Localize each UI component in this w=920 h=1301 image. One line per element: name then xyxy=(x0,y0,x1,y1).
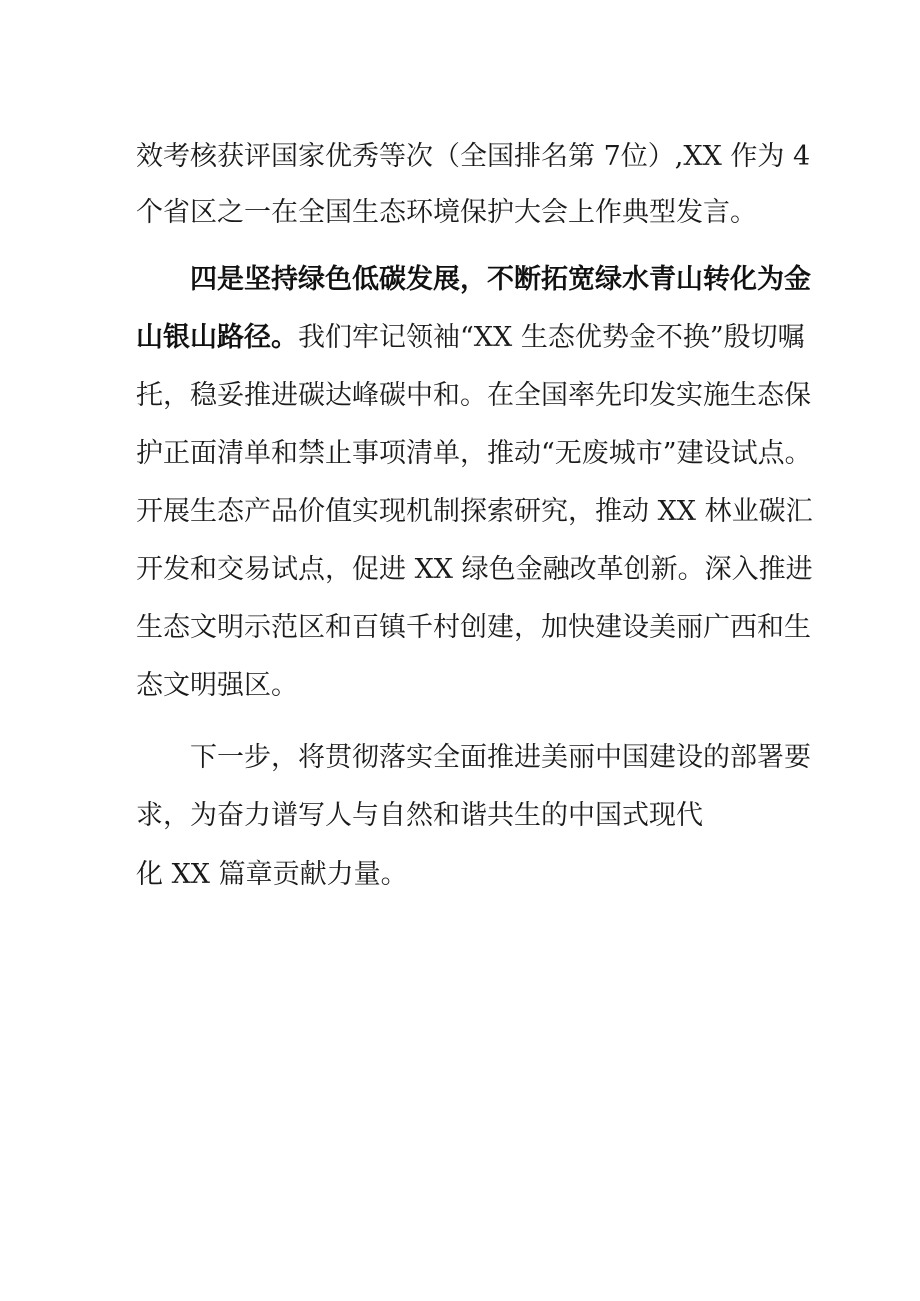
paragraph-line: 效考核获评国家优秀等次（全国排名第 7位）,XX 作为 4 xyxy=(136,141,811,172)
section-heading-line: 四是坚持绿色低碳发展，不断拓宽绿水青山转化为金 xyxy=(190,264,811,295)
paragraph-line: 态文明强区。 xyxy=(136,670,298,701)
paragraph-line: 求，为奋力谱写人与自然和谐共生的中国式现代 xyxy=(136,800,703,831)
paragraph-line: 托，稳妥推进碳达峰碳中和。在全国率先印发实施生态保 xyxy=(136,380,811,411)
paragraph-text: 我们牢记领袖“XX 生态优势金不换”殷切嘱 xyxy=(298,322,805,353)
paragraph-line: 生态文明示范区和百镇千村创建，加快建设美丽广西和生 xyxy=(136,612,811,643)
paragraph-line: 下一步，将贯彻落实全面推进美丽中国建设的部署要 xyxy=(190,742,811,773)
paragraph-line xyxy=(136,318,805,358)
paragraph-line: 化 XX 篇章贡献力量。 xyxy=(136,859,408,890)
paragraph-line: 护正面清单和禁止事项清单，推动“无废城市”建设试点。 xyxy=(136,438,812,469)
paragraph-line: 开发和交易试点，促进 XX 绿色金融改革创新。深入推进 xyxy=(136,554,813,585)
paragraph-line: 开展生态产品价值实现机制探索研究，推动 XX 林业碳汇 xyxy=(136,496,813,527)
section-heading-end: 山银山路径。 xyxy=(136,322,298,353)
paragraph-line: 个省区之一在全国生态环境保护大会上作典型发言。 xyxy=(136,197,757,228)
